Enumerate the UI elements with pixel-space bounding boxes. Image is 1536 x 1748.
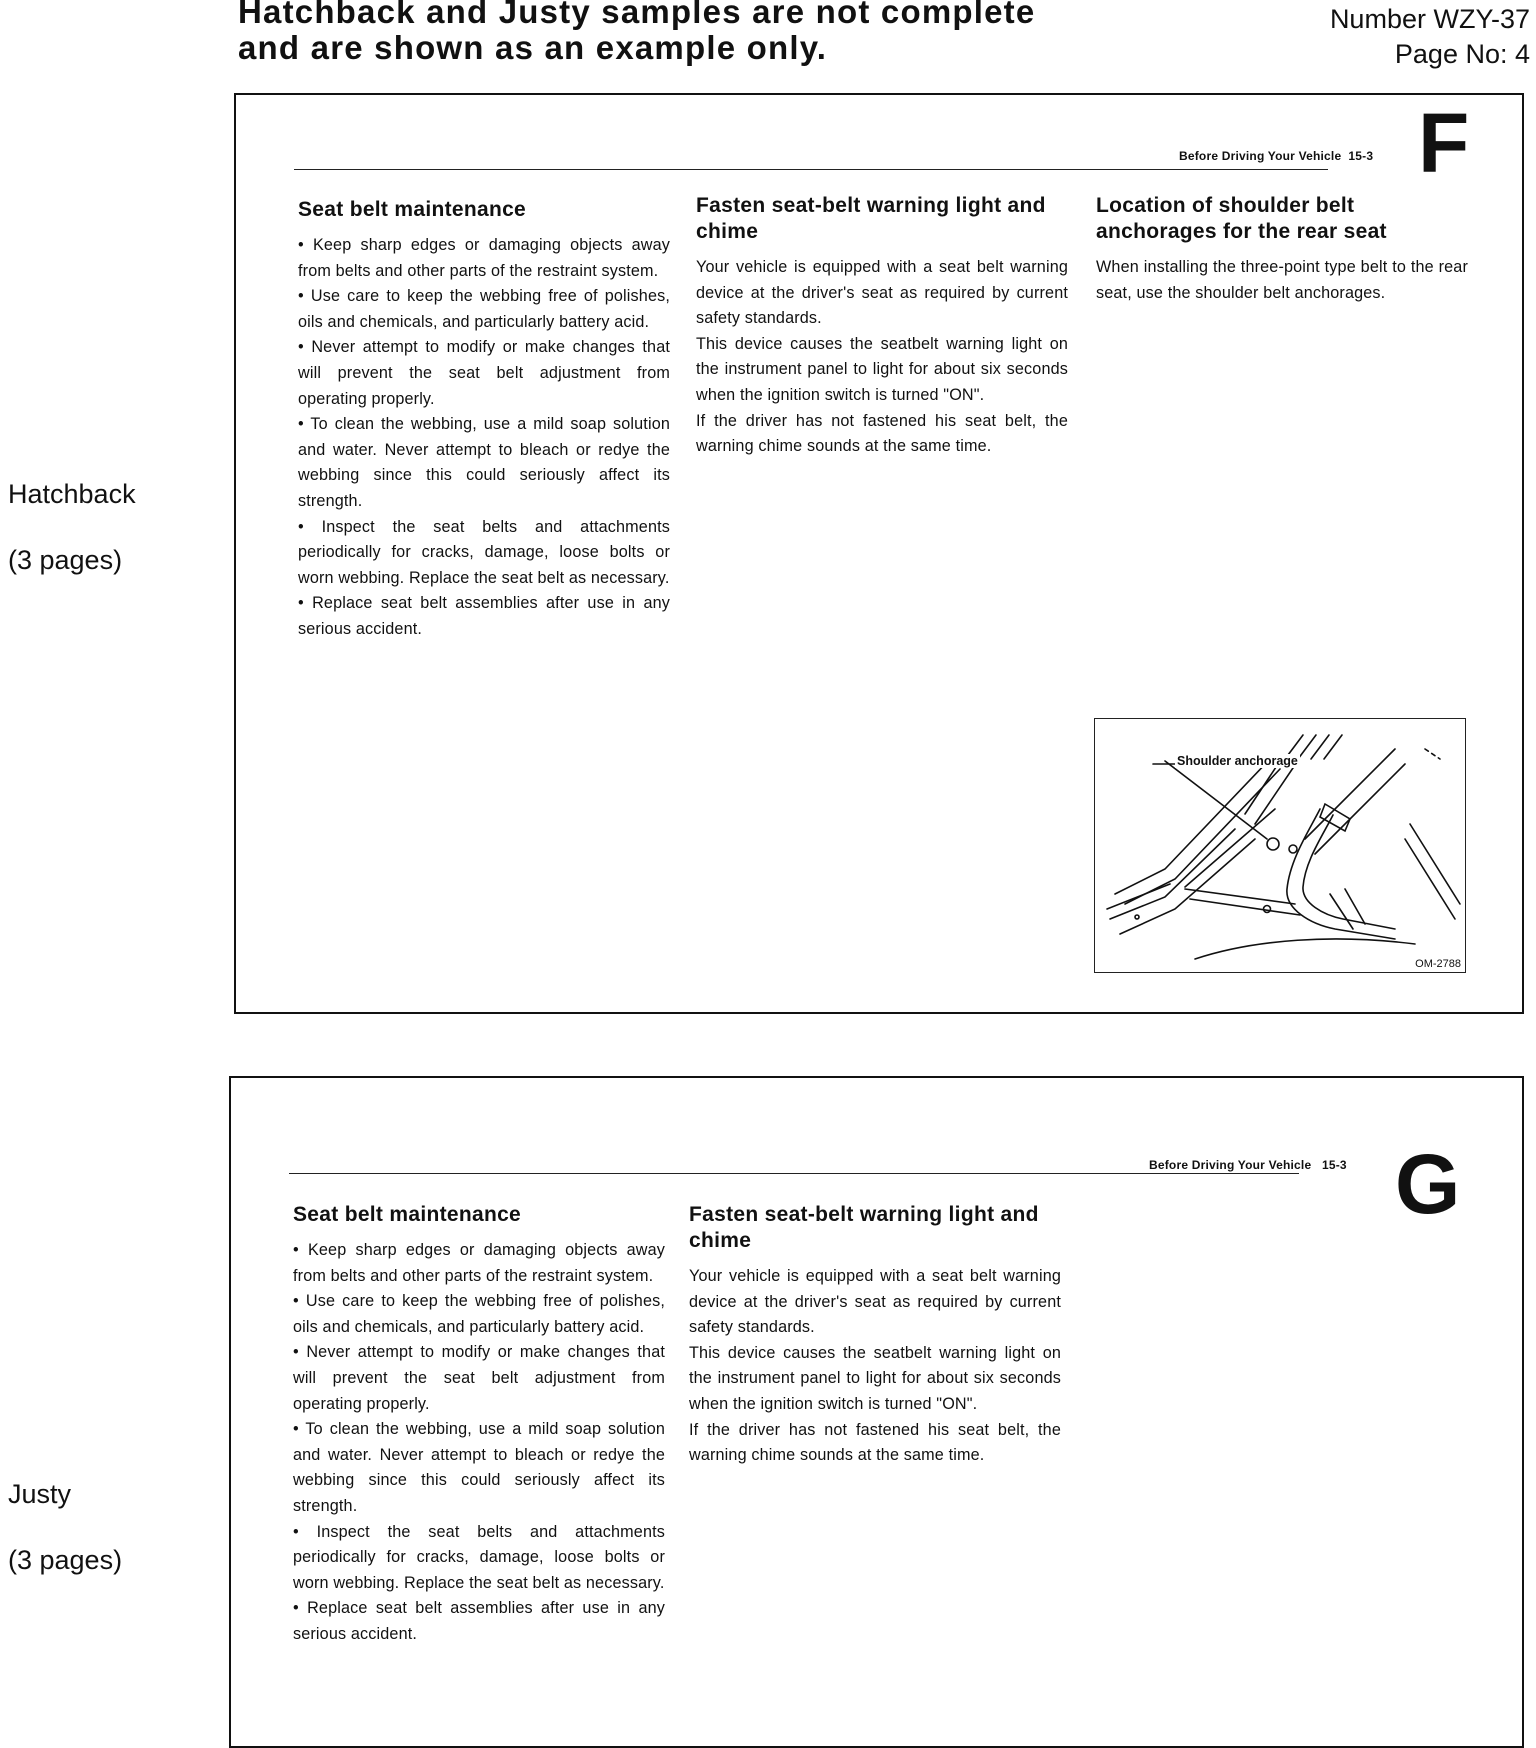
document-meta: [1330, 2, 1530, 72]
seat-belt-maintenance-section: [293, 1202, 665, 1648]
hatchback-pages-label: (3 pages): [8, 545, 123, 575]
section-heading: Seat belt maintenance: [293, 1203, 522, 1226]
bullet-item: • Replace seat belt assemblies after use in any serious accident.: [293, 1599, 665, 1643]
paragraph: This device causes the seatbelt warning light on the instrument panel to light for about six seconds when the ignition switch is turned "ON".: [689, 1343, 1061, 1413]
page-number: Page No: 4: [1394, 39, 1530, 69]
paragraph: If the driver has not fastened his seat belt, the warning chime sounds at the same time.: [689, 1420, 1061, 1465]
bullet-item: • Use care to keep the webbing free of polishes, oils and chemicals, and particularly battery acid.: [293, 1292, 665, 1336]
title-line-2: and are shown as an example only.: [238, 29, 828, 66]
shoulder-anchorage-section: [1096, 193, 1468, 306]
bullet-item: • Inspect the seat belts and attachments periodically for cracks, damage, loose bolts or worn webbing. Replace the seat belt as necessary.: [298, 517, 670, 587]
justy-sample-page: [229, 1076, 1524, 1748]
paragraph: Your vehicle is equipped with a seat belt warning device at the driver's seat as required by current safety standards.: [696, 258, 1068, 328]
paragraph: When installing the three-point type belt to the rear seat, use the shoulder belt anchorages.: [1096, 258, 1468, 302]
bullet-item: • Never attempt to modify or make changes that will prevent the seat belt adjustment from operating properly.: [298, 338, 670, 408]
warning-light-section: [696, 193, 1068, 460]
bullet-item: • Replace seat belt assemblies after use in any serious accident.: [298, 594, 670, 638]
bullet-item: • To clean the webbing, use a mild soap solution and water. Never attempt to bleach or redye the webbing since this could seriously affect its strength.: [293, 1420, 665, 1515]
bullet-item: • Use care to keep the webbing free of polishes, oils and chemicals, and particularly battery acid.: [298, 287, 670, 331]
section-heading: Fasten seat-belt warning light and chime: [689, 1203, 1039, 1252]
bullet-item: • Inspect the seat belts and attachments periodically for cracks, damage, loose bolts or worn webbing. Replace the seat belt as necessary.: [293, 1522, 665, 1592]
justy-label: Justy: [8, 1479, 72, 1509]
seat-belt-maintenance-section: [298, 197, 670, 643]
section-heading: Seat belt maintenance: [298, 198, 527, 221]
figure-label: Shoulder anchorage: [1177, 754, 1298, 768]
page-title: [238, 0, 1138, 66]
header-rule: [289, 1173, 1299, 1174]
section-letter: G: [1395, 1137, 1461, 1231]
paragraph: Your vehicle is equipped with a seat belt warning device at the driver's seat as required by current safety standards.: [689, 1267, 1061, 1337]
section-letter: F: [1418, 96, 1470, 190]
paragraph: This device causes the seatbelt warning light on the instrument panel to light for about six seconds when the ignition switch is turned "ON".: [696, 334, 1068, 404]
bullet-item: • Keep sharp edges or damaging objects away from belts and other parts of the restraint system.: [298, 236, 670, 280]
shoulder-anchorage-figure: [1094, 718, 1466, 973]
figure-id: OM-2788: [1415, 958, 1461, 970]
section-heading: Fasten seat-belt warning light and chime: [696, 194, 1046, 243]
running-head: Before Driving Your Vehicle 15-3: [1149, 1158, 1347, 1172]
bullet-item: • To clean the webbing, use a mild soap solution and water. Never attempt to bleach or redye the webbing since this could seriously affect its strength.: [298, 415, 670, 510]
warning-light-section: [689, 1202, 1061, 1469]
hatchback-sample-page: [234, 93, 1524, 1014]
hatchback-label: Hatchback: [8, 479, 136, 509]
bullet-item: • Never attempt to modify or make changes that will prevent the seat belt adjustment from operating properly.: [293, 1343, 665, 1413]
header-rule: [294, 169, 1328, 170]
bullet-item: • Keep sharp edges or damaging objects away from belts and other parts of the restraint system.: [293, 1241, 665, 1285]
running-head: Before Driving Your Vehicle 15-3: [1179, 149, 1374, 163]
section-heading: Location of shoulder belt anchorages for the rear seat: [1096, 194, 1387, 243]
title-line-1: Hatchback and Justy samples are not complete: [238, 0, 1036, 30]
paragraph: If the driver has not fastened his seat belt, the warning chime sounds at the same time.: [696, 411, 1068, 456]
document-number: Number WZY-37: [1329, 4, 1530, 34]
justy-pages-label: (3 pages): [8, 1545, 123, 1575]
